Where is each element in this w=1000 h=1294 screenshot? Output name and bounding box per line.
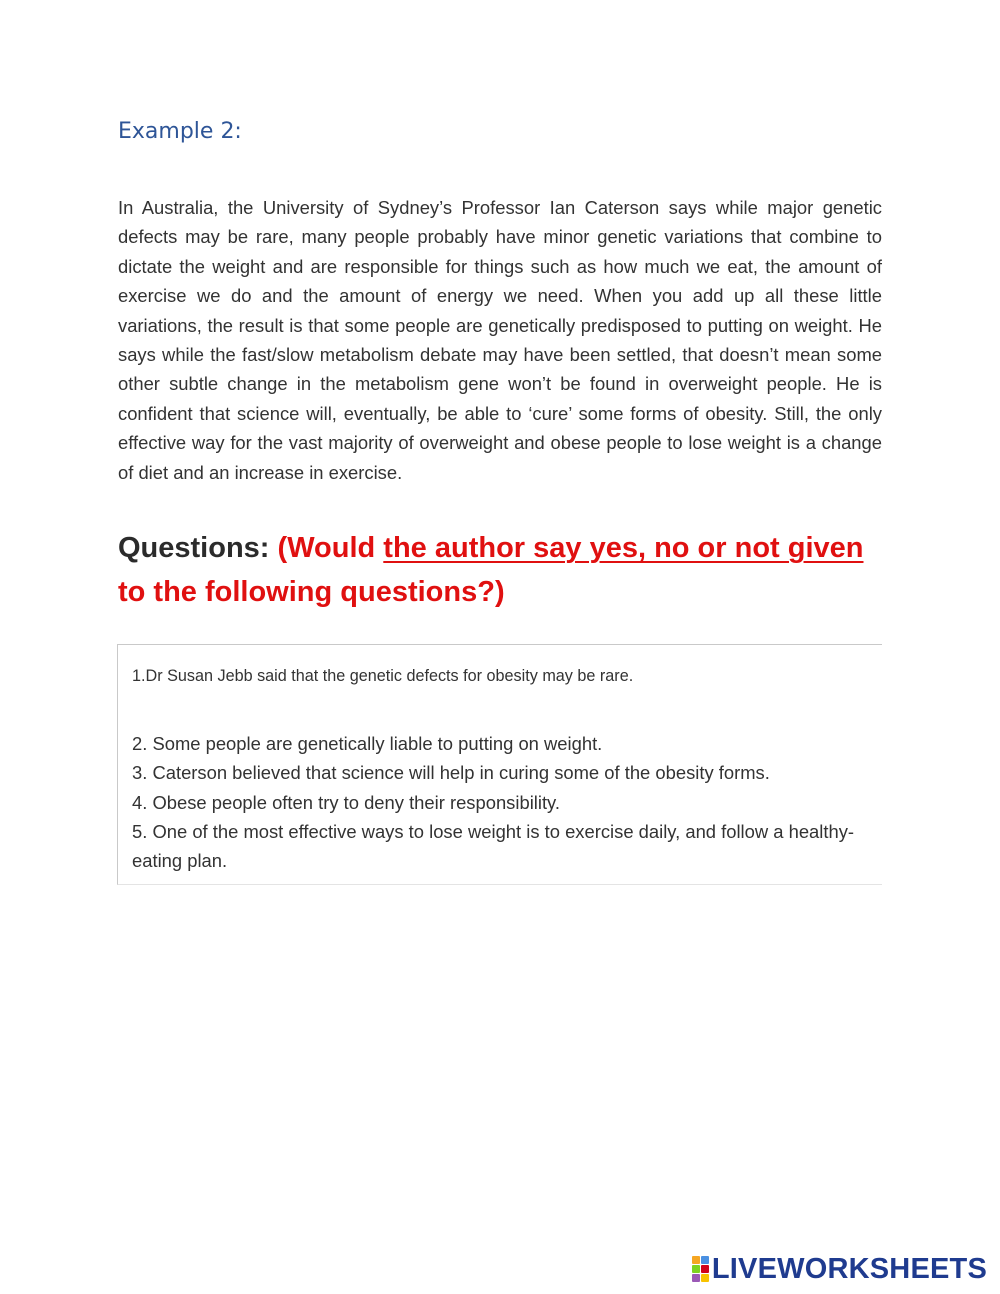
question-box: [117, 644, 882, 885]
questions-instruction-lead: Would: [287, 532, 384, 564]
question-1: 1.Dr Susan Jebb said that the genetic defects for obesity may be rare.: [132, 667, 634, 685]
question-list: [132, 729, 872, 875]
questions-close-paren: ): [494, 576, 505, 608]
questions-label: Questions:: [118, 532, 278, 564]
questions-instruction-underlined: the author say yes, no or not given: [383, 532, 864, 564]
question-4: 4. Obese people often try to deny their responsibility.: [132, 791, 560, 813]
liveworksheets-logo-icon: [692, 1256, 709, 1282]
liveworksheets-brand: [692, 1254, 987, 1284]
example-heading: Example 2:: [118, 119, 242, 144]
reading-passage: In Australia, the University of Sydney’s Professor Ian Caterson says while major genetic defects may be rare, many people probably have minor genetic variations that combine to dictate the weight and are responsible for things such as how much we eat, the amount of exercise we do and the amount of energy we need. When you add up all these little variations, the result is that some people are genetically predisposed to putting on weight. He says while the fast/slow metabolism debate may have been settled, that doesn’t mean some other subtle change in the metabolism gene won’t be found in overweight people. He is confident that science will, eventually, be able to ‘cure’ some forms of obesity. Still, the only effective way for the vast majority of overweight and obese people to lose weight is a change of diet and an increase in exercise.: [118, 197, 882, 483]
questions-heading: [118, 526, 888, 614]
liveworksheets-wordmark: LIVEWORKSHEETS: [711, 1252, 987, 1285]
question-3: 3. Caterson believed that science will help in curing some of the obesity forms.: [132, 762, 770, 784]
questions-instruction-tail: to the following questions?: [118, 576, 495, 608]
question-2: 2. Some people are genetically liable to putting on weight.: [132, 733, 603, 754]
questions-open-paren: (: [277, 532, 288, 564]
question-5: 5. One of the most effective ways to lose weight is to exercise daily, and follow a healthy-eating plan.: [132, 820, 855, 872]
